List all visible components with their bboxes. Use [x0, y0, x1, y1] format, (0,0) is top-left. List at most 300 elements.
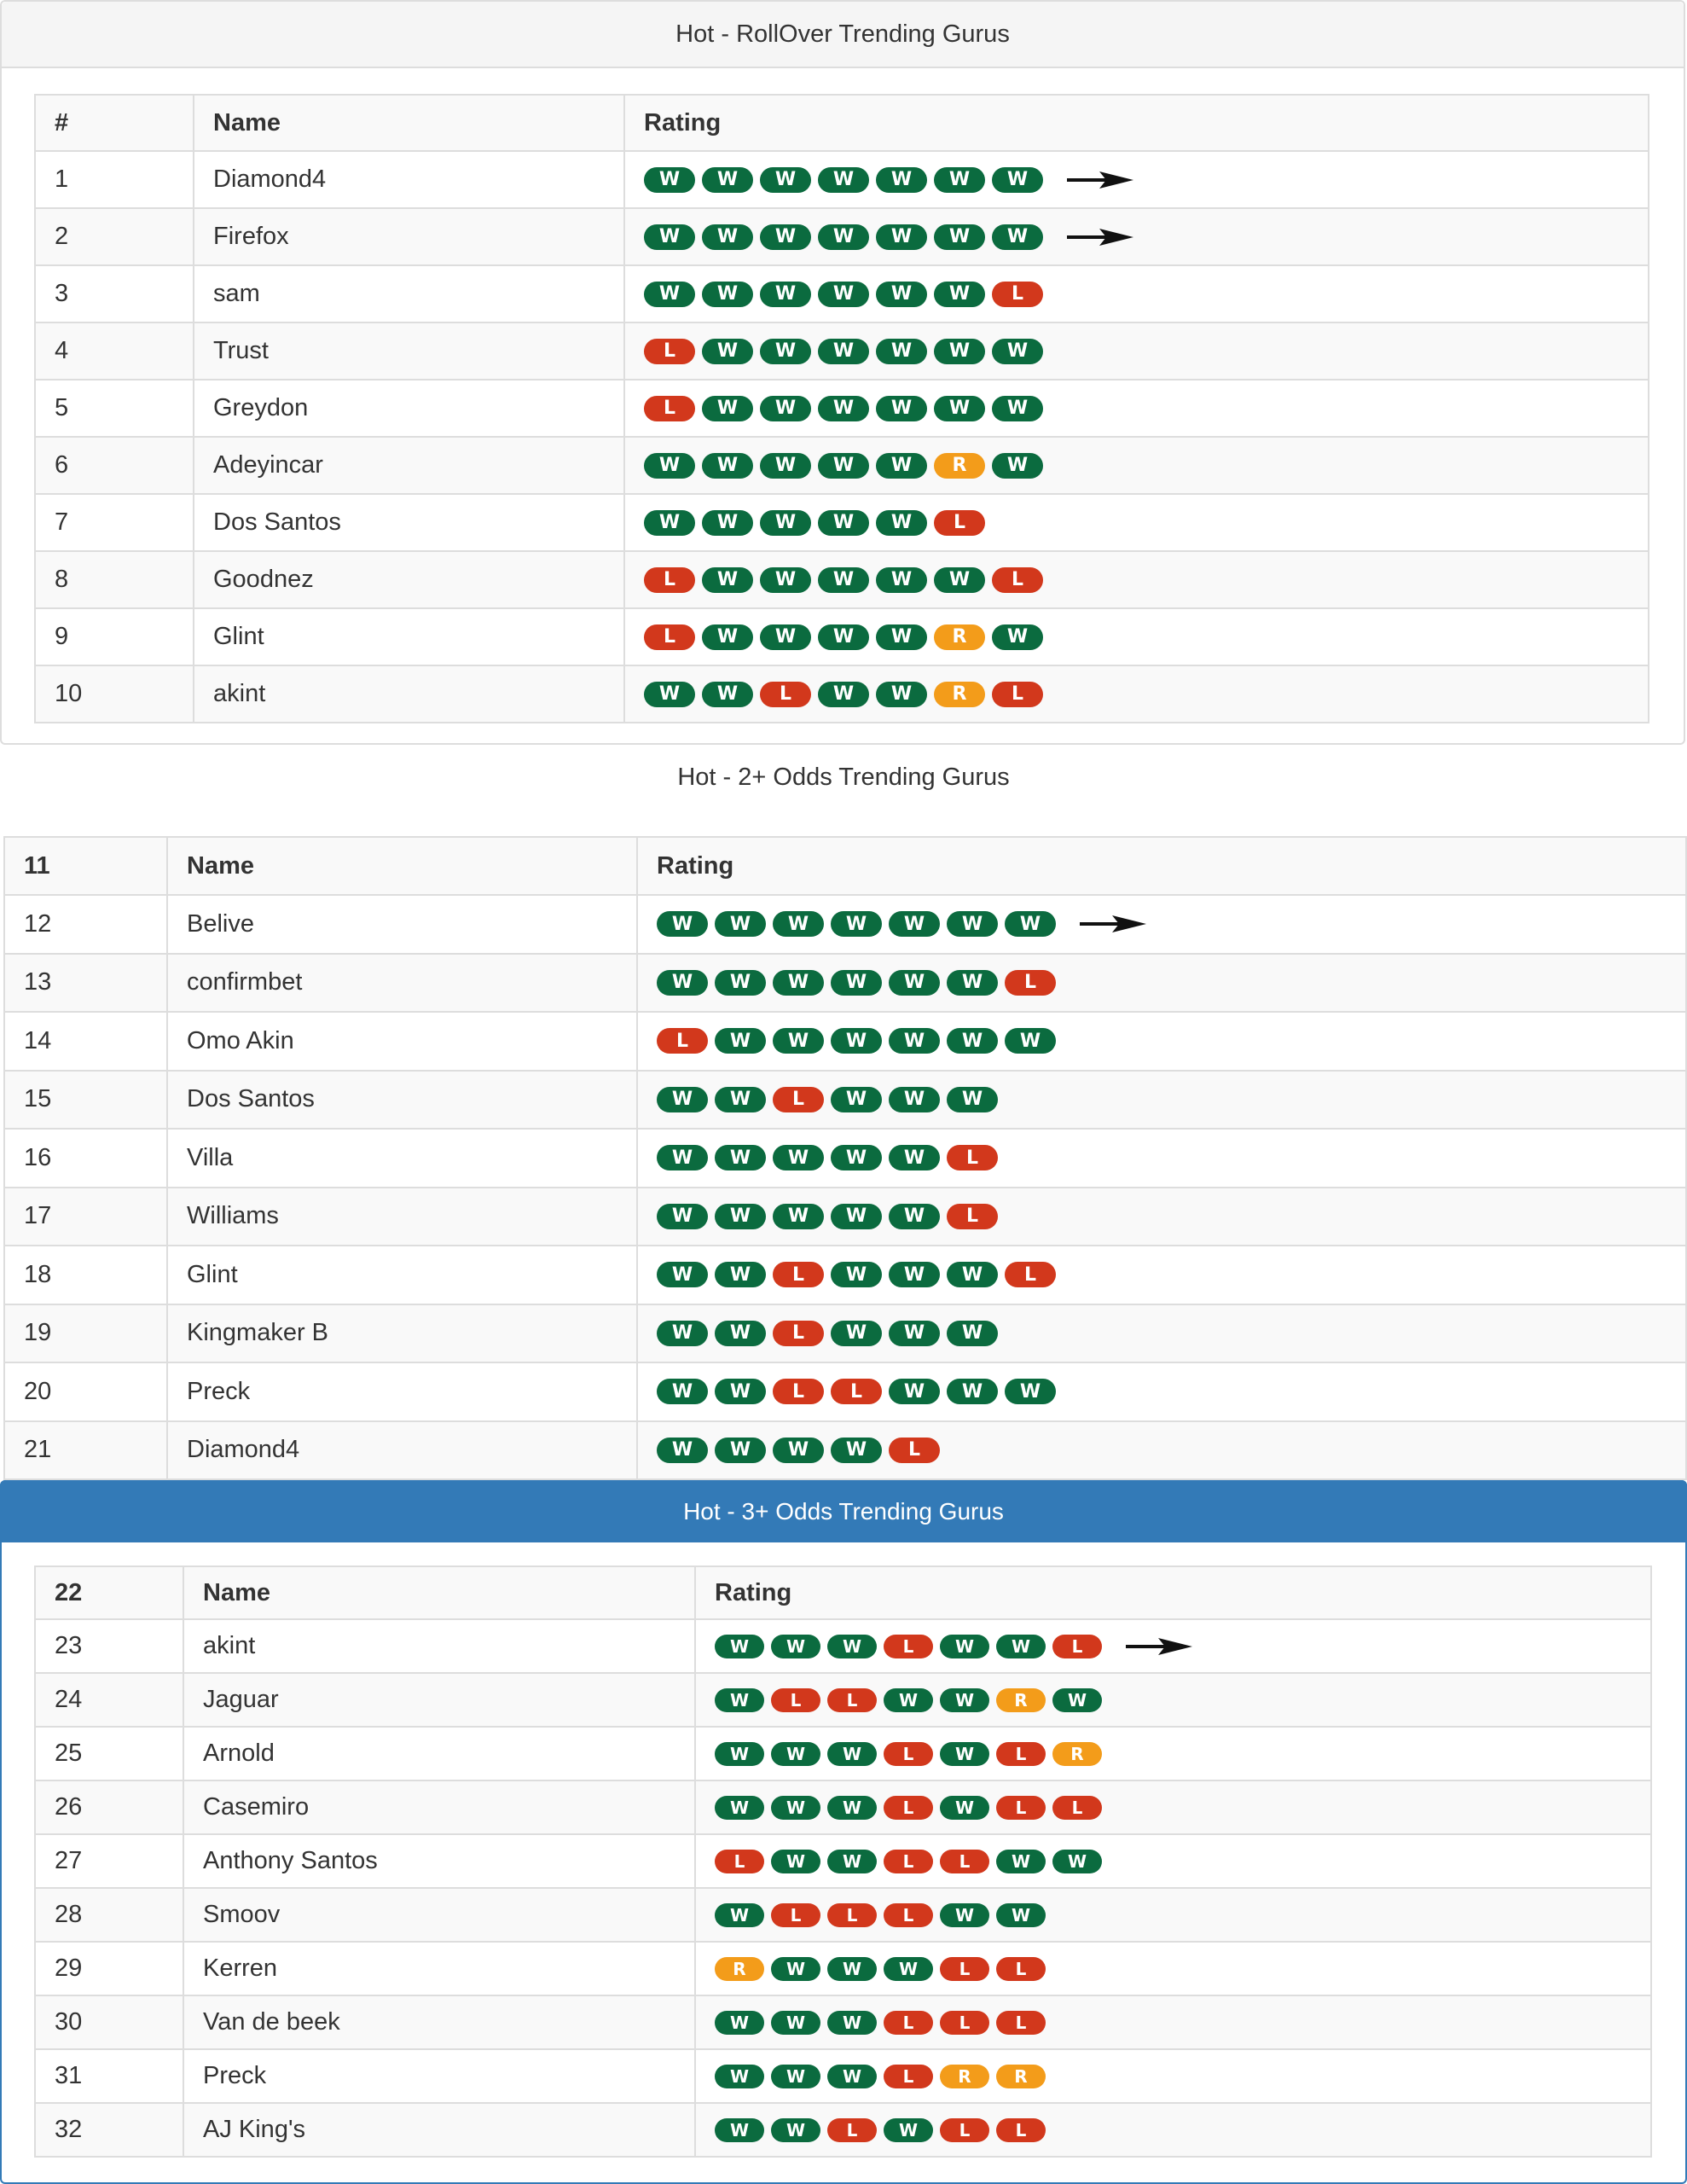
rating-badges — [644, 682, 1629, 707]
loss-badge: L — [827, 2118, 877, 2142]
rating-cell — [624, 208, 1649, 265]
win-badge: W — [657, 1379, 708, 1404]
rating-badges — [644, 396, 1629, 421]
win-badge: W — [771, 2118, 820, 2142]
win-badge: W — [934, 396, 985, 421]
win-badge: W — [876, 567, 927, 593]
win-badge: W — [996, 1903, 1046, 1927]
table-row — [35, 2103, 1651, 2157]
rank-number: 10 — [35, 665, 194, 723]
rating-cell — [695, 1727, 1651, 1780]
rating-cell — [624, 494, 1649, 551]
win-badge: W — [760, 567, 811, 593]
rating-badges — [657, 1438, 1667, 1463]
table-row — [35, 1995, 1651, 2049]
win-badge: W — [992, 167, 1043, 193]
win-badge: W — [876, 282, 927, 307]
win-badge: W — [715, 1379, 766, 1404]
loss-badge: L — [1005, 970, 1056, 996]
win-badge: W — [934, 567, 985, 593]
win-badge: W — [889, 1262, 940, 1287]
win-badge: W — [760, 167, 811, 193]
win-badge: W — [657, 1145, 708, 1170]
win-badge: W — [644, 282, 695, 307]
win-badge: W — [889, 1321, 940, 1346]
table-row — [35, 208, 1649, 265]
table-row — [35, 608, 1649, 665]
win-badge: W — [818, 682, 869, 707]
loss-badge: L — [644, 567, 695, 593]
rating-badges — [715, 1903, 1632, 1927]
rank-number: 31 — [35, 2049, 183, 2103]
table-row — [35, 1942, 1651, 1995]
rating-cell — [695, 1942, 1651, 1995]
column-header-name: Name — [194, 95, 624, 151]
win-badge: W — [827, 2065, 877, 2088]
rank-number: 3 — [35, 265, 194, 322]
rating-badges — [657, 911, 1667, 937]
column-header-rating: Rating — [637, 837, 1686, 895]
loss-badge: L — [996, 2118, 1046, 2142]
guru-name: Jaguar — [183, 1673, 695, 1727]
rank-number: 25 — [35, 1727, 183, 1780]
loss-badge: L — [996, 2011, 1046, 2035]
win-badge: W — [827, 1635, 877, 1658]
win-badge: W — [831, 970, 882, 996]
rating-cell — [624, 437, 1649, 494]
win-badge: W — [702, 339, 753, 364]
table-row — [35, 551, 1649, 608]
table-row — [4, 1071, 1686, 1130]
guru-name: Villa — [167, 1129, 637, 1188]
win-badge: W — [876, 682, 927, 707]
win-badge: W — [940, 1742, 989, 1766]
guru-name: sam — [194, 265, 624, 322]
table-header-row — [35, 1566, 1651, 1619]
win-badge: W — [831, 1028, 882, 1054]
win-badge: W — [818, 282, 869, 307]
table-row — [35, 437, 1649, 494]
win-badge: W — [715, 1321, 766, 1346]
loss-badge: L — [1052, 1635, 1102, 1658]
win-badge: W — [947, 970, 998, 996]
win-badge: W — [760, 396, 811, 421]
rank-number: 19 — [4, 1304, 167, 1363]
rank-number: 21 — [4, 1421, 167, 1480]
rating-badges — [657, 1087, 1667, 1112]
refund-badge: R — [1052, 1742, 1102, 1766]
guru-name: Greydon — [194, 380, 624, 437]
rank-number: 24 — [35, 1673, 183, 1727]
win-badge: W — [992, 453, 1043, 479]
win-badge: W — [771, 1635, 820, 1658]
rollover-panel-title: Hot - RollOver Trending Gurus — [2, 2, 1684, 68]
win-badge: W — [715, 2118, 764, 2142]
win-badge: W — [1052, 1688, 1102, 1712]
guru-name: confirmbet — [167, 954, 637, 1013]
loss-badge: L — [884, 1903, 933, 1927]
rating-badges — [657, 1321, 1667, 1346]
table-row — [35, 1888, 1651, 1942]
rating-cell — [624, 665, 1649, 723]
rating-cell — [637, 1246, 1686, 1304]
rank-number: 27 — [35, 1834, 183, 1888]
win-badge: W — [715, 1742, 764, 1766]
win-badge: W — [773, 1438, 824, 1463]
guru-name: Preck — [183, 2049, 695, 2103]
rating-badges — [715, 2065, 1632, 2088]
loss-badge: L — [644, 396, 695, 421]
win-badge: W — [818, 396, 869, 421]
rank-number: 26 — [35, 1780, 183, 1834]
win-badge: W — [644, 224, 695, 250]
rating-cell — [624, 380, 1649, 437]
column-header-rating: Rating — [695, 1566, 1651, 1619]
refund-badge: R — [996, 2065, 1046, 2088]
win-badge: W — [715, 970, 766, 996]
win-badge: W — [702, 624, 753, 650]
win-badge: W — [831, 1145, 882, 1170]
rating-cell — [624, 265, 1649, 322]
loss-badge: L — [884, 1742, 933, 1766]
win-badge: W — [934, 282, 985, 307]
win-badge: W — [992, 224, 1043, 250]
win-badge: W — [657, 911, 708, 937]
rank-number: 1 — [35, 151, 194, 208]
guru-name: Adeyincar — [194, 437, 624, 494]
rating-badges — [715, 2118, 1632, 2142]
rating-badges — [644, 339, 1629, 364]
rank-number: 30 — [35, 1995, 183, 2049]
win-badge: W — [992, 339, 1043, 364]
win-badge: W — [818, 624, 869, 650]
win-badge: W — [831, 1204, 882, 1229]
rating-badges — [715, 1850, 1632, 1873]
loss-badge: L — [884, 2065, 933, 2088]
arrow-right-icon — [1080, 914, 1148, 934]
guru-name: Diamond4 — [194, 151, 624, 208]
rating-badges — [644, 224, 1629, 250]
rating-badges — [715, 1796, 1632, 1820]
rating-cell — [624, 322, 1649, 380]
guru-name: Anthony Santos — [183, 1834, 695, 1888]
win-badge: W — [831, 1262, 882, 1287]
arrow-right-icon — [1126, 1636, 1194, 1657]
rating-cell — [637, 1129, 1686, 1188]
win-badge: W — [992, 624, 1043, 650]
win-badge: W — [760, 624, 811, 650]
loss-badge: L — [992, 682, 1043, 707]
win-badge: W — [876, 453, 927, 479]
rating-cell — [695, 1673, 1651, 1727]
win-badge: W — [771, 1850, 820, 1873]
rank-number: 6 — [35, 437, 194, 494]
win-badge: W — [876, 167, 927, 193]
column-header-name: Name — [167, 837, 637, 895]
win-badge: W — [831, 911, 882, 937]
table-row — [35, 1834, 1651, 1888]
win-badge: W — [947, 1262, 998, 1287]
win-badge: W — [889, 1379, 940, 1404]
win-badge: W — [715, 1796, 764, 1820]
guru-name: akint — [183, 1619, 695, 1673]
rank-number: 20 — [4, 1362, 167, 1421]
win-badge: W — [644, 453, 695, 479]
rating-cell — [624, 151, 1649, 208]
rating-badges — [657, 1262, 1667, 1287]
win-badge: W — [947, 911, 998, 937]
win-badge: W — [715, 1635, 764, 1658]
win-badge: W — [715, 911, 766, 937]
win-badge: W — [715, 1087, 766, 1112]
win-badge: W — [831, 1087, 882, 1112]
win-badge: W — [657, 1262, 708, 1287]
rank-number: 18 — [4, 1246, 167, 1304]
table-row — [4, 1304, 1686, 1363]
three-plus-odds-title: Hot - 3+ Odds Trending Gurus — [0, 1480, 1687, 1542]
win-badge: W — [876, 624, 927, 650]
table-row — [35, 1780, 1651, 1834]
guru-name: AJ King's — [183, 2103, 695, 2157]
win-badge: W — [889, 1087, 940, 1112]
rating-badges — [657, 1379, 1667, 1404]
win-badge: W — [884, 2118, 933, 2142]
rating-cell — [624, 551, 1649, 608]
win-badge: W — [934, 339, 985, 364]
win-badge: W — [715, 1438, 766, 1463]
rating-cell — [695, 1780, 1651, 1834]
win-badge: W — [702, 567, 753, 593]
rank-number: 28 — [35, 1888, 183, 1942]
table-row — [4, 1188, 1686, 1246]
win-badge: W — [884, 1688, 933, 1712]
win-badge: W — [940, 1635, 989, 1658]
guru-name: Firefox — [194, 208, 624, 265]
win-badge: W — [947, 1379, 998, 1404]
rating-cell — [637, 1304, 1686, 1363]
rating-cell — [637, 895, 1686, 954]
win-badge: W — [771, 1742, 820, 1766]
win-badge: W — [715, 2011, 764, 2035]
win-badge: W — [827, 2011, 877, 2035]
win-badge: W — [702, 510, 753, 536]
table-row — [35, 322, 1649, 380]
win-badge: W — [657, 1087, 708, 1112]
column-header-name: Name — [183, 1566, 695, 1619]
rating-badges — [715, 1688, 1632, 1712]
loss-badge: L — [940, 2118, 989, 2142]
table-row — [4, 1012, 1686, 1071]
loss-badge: L — [760, 682, 811, 707]
win-badge: W — [657, 1204, 708, 1229]
rating-badges — [657, 1145, 1667, 1170]
guru-name: Kingmaker B — [167, 1304, 637, 1363]
rating-badges — [715, 1635, 1632, 1658]
guru-name: Dos Santos — [194, 494, 624, 551]
win-badge: W — [715, 1204, 766, 1229]
win-badge: W — [889, 1204, 940, 1229]
rating-cell — [695, 1888, 1651, 1942]
win-badge: W — [889, 1028, 940, 1054]
table-row — [35, 665, 1649, 723]
win-badge: W — [876, 396, 927, 421]
loss-badge: L — [827, 1903, 877, 1927]
loss-badge: L — [940, 1957, 989, 1981]
rank-number: 4 — [35, 322, 194, 380]
win-badge: W — [934, 167, 985, 193]
rating-badges — [715, 1957, 1632, 1981]
win-badge: W — [831, 1438, 882, 1463]
win-badge: W — [715, 1688, 764, 1712]
win-badge: W — [702, 224, 753, 250]
rank-number: 13 — [4, 954, 167, 1013]
refund-badge: R — [940, 2065, 989, 2088]
win-badge: W — [818, 453, 869, 479]
loss-badge: L — [996, 1742, 1046, 1766]
table-row — [35, 1727, 1651, 1780]
table-row — [4, 1129, 1686, 1188]
guru-name: Arnold — [183, 1727, 695, 1780]
loss-badge: L — [947, 1145, 998, 1170]
guru-name: Glint — [194, 608, 624, 665]
win-badge: W — [947, 1087, 998, 1112]
table-header-row — [4, 837, 1686, 895]
win-badge: W — [771, 2011, 820, 2035]
rating-cell — [695, 1619, 1651, 1673]
win-badge: W — [644, 510, 695, 536]
win-badge: W — [715, 2065, 764, 2088]
rollover-table — [34, 94, 1649, 723]
win-badge: W — [657, 1321, 708, 1346]
refund-badge: R — [934, 682, 985, 707]
two-plus-odds-table — [3, 836, 1687, 1480]
win-badge: W — [889, 911, 940, 937]
guru-name: Casemiro — [183, 1780, 695, 1834]
rating-badges — [644, 567, 1629, 593]
rating-badges — [644, 510, 1629, 536]
loss-badge: L — [773, 1379, 824, 1404]
refund-badge: R — [934, 624, 985, 650]
win-badge: W — [940, 1903, 989, 1927]
guru-name: Diamond4 — [167, 1421, 637, 1480]
loss-badge: L — [889, 1438, 940, 1463]
guru-name: Kerren — [183, 1942, 695, 1995]
win-badge: W — [827, 1796, 877, 1820]
rank-number: 12 — [4, 895, 167, 954]
refund-badge: R — [996, 1688, 1046, 1712]
win-badge: W — [760, 510, 811, 536]
loss-badge: L — [934, 510, 985, 536]
rating-cell — [695, 2049, 1651, 2103]
rank-number: 29 — [35, 1942, 183, 1995]
win-badge: W — [1005, 1028, 1056, 1054]
guru-name: Williams — [167, 1188, 637, 1246]
two-plus-odds-title: Hot - 2+ Odds Trending Gurus — [677, 763, 1010, 791]
table-row — [35, 1619, 1651, 1673]
guru-name: Preck — [167, 1362, 637, 1421]
loss-badge: L — [947, 1204, 998, 1229]
win-badge: W — [702, 396, 753, 421]
win-badge: W — [889, 1145, 940, 1170]
win-badge: W — [934, 224, 985, 250]
rating-badges — [657, 1028, 1667, 1054]
win-badge: W — [773, 970, 824, 996]
loss-badge: L — [884, 1850, 933, 1873]
win-badge: W — [818, 339, 869, 364]
loss-badge: L — [884, 1796, 933, 1820]
win-badge: W — [1005, 911, 1056, 937]
loss-badge: L — [771, 1903, 820, 1927]
guru-name: Smoov — [183, 1888, 695, 1942]
win-badge: W — [760, 282, 811, 307]
rank-number: 5 — [35, 380, 194, 437]
win-badge: W — [996, 1635, 1046, 1658]
loss-badge: L — [773, 1321, 824, 1346]
win-badge: W — [940, 1796, 989, 1820]
rating-badges — [657, 1204, 1667, 1229]
rank-number: 14 — [4, 1012, 167, 1071]
rank-number: 17 — [4, 1188, 167, 1246]
arrow-right-icon — [1067, 227, 1135, 247]
win-badge: W — [876, 339, 927, 364]
refund-badge: R — [934, 453, 985, 479]
loss-badge: L — [940, 1850, 989, 1873]
win-badge: W — [715, 1903, 764, 1927]
loss-badge: L — [992, 567, 1043, 593]
refund-badge: R — [715, 1957, 764, 1981]
rating-badges — [644, 167, 1629, 193]
table-row — [4, 954, 1686, 1013]
rating-cell — [637, 1362, 1686, 1421]
win-badge: W — [773, 1145, 824, 1170]
column-header-rating: Rating — [624, 95, 1649, 151]
win-badge: W — [827, 1957, 877, 1981]
win-badge: W — [760, 453, 811, 479]
loss-badge: L — [831, 1379, 882, 1404]
rank-number: 2 — [35, 208, 194, 265]
win-badge: W — [771, 2065, 820, 2088]
guru-name: Dos Santos — [167, 1071, 637, 1130]
win-badge: W — [992, 396, 1043, 421]
loss-badge: L — [1052, 1796, 1102, 1820]
guru-name: Trust — [194, 322, 624, 380]
guru-name: akint — [194, 665, 624, 723]
win-badge: W — [831, 1321, 882, 1346]
win-badge: W — [771, 1957, 820, 1981]
table-row — [35, 1673, 1651, 1727]
win-badge: W — [818, 567, 869, 593]
loss-badge: L — [996, 1796, 1046, 1820]
guru-name: Glint — [167, 1246, 637, 1304]
table-row — [4, 895, 1686, 954]
three-plus-odds-table — [34, 1565, 1652, 2158]
column-header-number: 11 — [4, 837, 167, 895]
win-badge: W — [702, 282, 753, 307]
win-badge: W — [818, 510, 869, 536]
win-badge: W — [818, 224, 869, 250]
win-badge: W — [760, 339, 811, 364]
loss-badge: L — [715, 1850, 764, 1873]
column-header-number: # — [35, 95, 194, 151]
win-badge: W — [657, 970, 708, 996]
win-badge: W — [996, 1850, 1046, 1873]
rating-badges — [644, 282, 1629, 307]
table-row — [35, 265, 1649, 322]
loss-badge: L — [644, 624, 695, 650]
win-badge: W — [827, 1742, 877, 1766]
win-badge: W — [889, 970, 940, 996]
rank-number: 9 — [35, 608, 194, 665]
